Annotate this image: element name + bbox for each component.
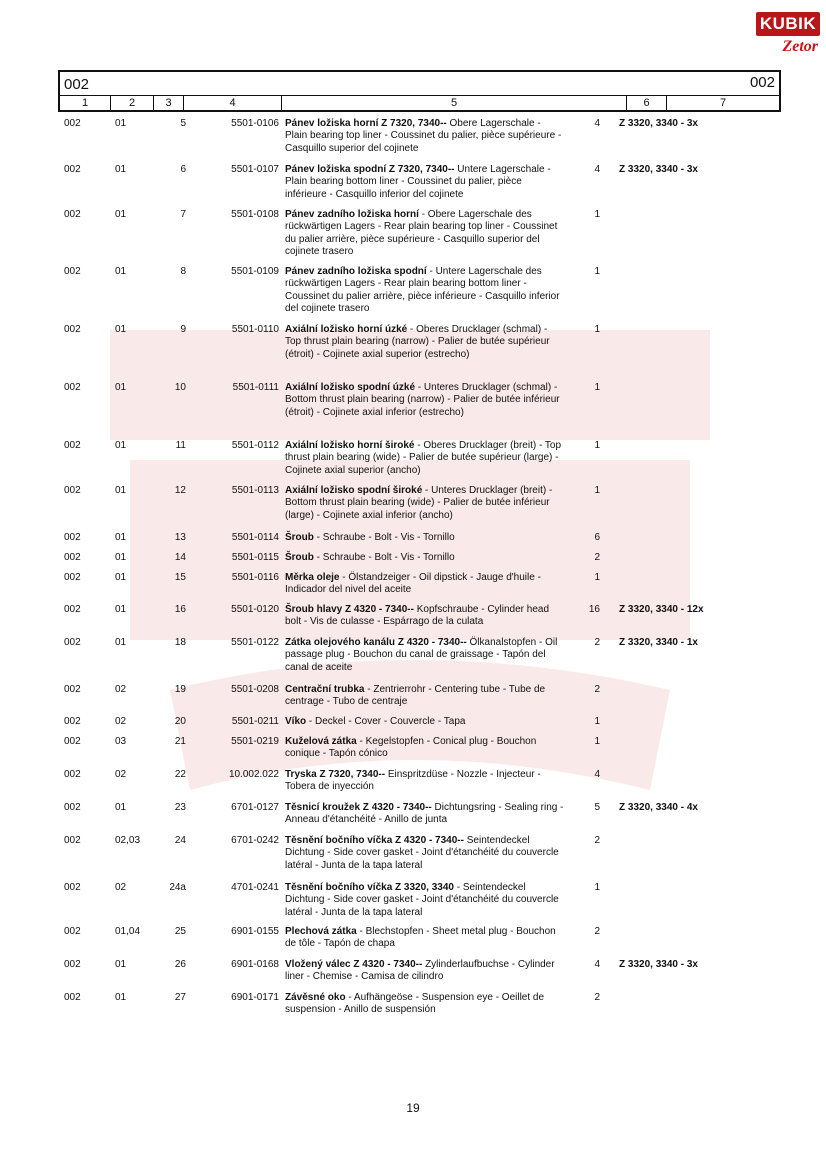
part-translations: - Deckel - Cover - Couvercle - Tapa: [306, 716, 466, 727]
table-row: [0, 552, 712, 564]
model-note: [602, 684, 712, 709]
part-number: 6901-0155: [231, 926, 279, 937]
column-header-2: 2: [111, 96, 154, 110]
part-name: Tryska Z 7320, 7340--: [285, 769, 386, 780]
part-translations: - Oberes Drucklager (breit) - Top thrust plain bearing (wide) - Palier de butée supérieur (large) - Cojinete axial superior (ancho): [285, 440, 562, 476]
column-header-4: 4: [184, 96, 282, 110]
quantity: 16: [588, 604, 600, 615]
part-name: Šroub hlavy Z 4320 - 7340--: [285, 604, 414, 615]
part-name: Měrka oleje: [285, 572, 340, 583]
model-note: [602, 716, 712, 728]
model-note: Z 3320, 3340 - 3x: [619, 164, 698, 175]
model-note: [602, 382, 712, 419]
quantity: 2: [594, 992, 600, 1003]
part-description: [279, 324, 564, 361]
part-translations: Ölkanalstopfen - Oil passage plug - Bouchon du canal de graissage - Tapón del canal de aceite: [285, 637, 558, 673]
subgroup-code: 01: [115, 382, 127, 393]
subgroup-code: 02: [115, 882, 127, 893]
part-description: [279, 802, 564, 827]
group-code: 002: [64, 382, 81, 393]
subgroup-code: 02,03: [115, 835, 141, 846]
part-name: Víko: [285, 716, 307, 727]
part-translations: - Obere Lagerschale des rückwärtigen Lagers - Rear plain bearing top liner - Coussinet du palier arrière, pièce supérieure - Casquillo superior del cojinete trasero: [285, 209, 558, 257]
group-code: 002: [64, 716, 81, 727]
part-description: [279, 716, 564, 728]
subgroup-code: 01: [115, 440, 127, 451]
quantity: 4: [594, 769, 600, 780]
model-note: Z 3320, 3340 - 3x: [619, 118, 698, 129]
position-number: 12: [174, 485, 186, 496]
subgroup-code: 02: [115, 769, 127, 780]
part-name: Axiální ložisko horní široké: [285, 440, 415, 451]
part-description: [279, 882, 564, 919]
table-row: [0, 716, 712, 728]
model-note: [602, 992, 712, 1017]
part-translations: - Zentrierrohr - Centering tube - Tube de centrage - Tubo de centraje: [285, 684, 546, 708]
part-name: Závěsné oko: [285, 992, 346, 1003]
section-code-left: 002: [64, 76, 90, 93]
position-number: 24: [174, 835, 186, 846]
group-code: 002: [64, 266, 81, 277]
subgroup-code: 01: [115, 164, 127, 175]
page-number: 19: [406, 1101, 420, 1115]
quantity: 2: [594, 552, 600, 563]
subgroup-code: 01: [115, 532, 127, 543]
part-description: [279, 572, 564, 597]
table-row: [0, 959, 712, 984]
part-number: 6701-0127: [231, 802, 279, 813]
subgroup-code: 01: [115, 802, 127, 813]
model-note: [602, 736, 712, 761]
section-header: [60, 72, 779, 96]
group-code: 002: [64, 882, 81, 893]
part-name: Těsnění bočního víčka Z 3320, 3340: [285, 882, 454, 893]
quantity: 1: [594, 572, 600, 583]
table-row: [0, 769, 712, 794]
subgroup-code: 02: [115, 684, 127, 695]
subgroup-code: 01: [115, 118, 127, 129]
model-note: [602, 324, 712, 361]
model-note: [602, 835, 712, 872]
group-code: 002: [64, 485, 81, 496]
position-number: 18: [174, 637, 186, 648]
part-number: 6901-0171: [231, 992, 279, 1003]
position-number: 16: [174, 604, 186, 615]
group-code: 002: [64, 736, 81, 747]
position-number: 7: [180, 209, 186, 220]
position-number: 15: [174, 572, 186, 583]
column-header-5: 5: [282, 96, 627, 110]
column-header-3: 3: [154, 96, 184, 110]
model-note: Z 3320, 3340 - 3x: [619, 959, 698, 970]
group-code: 002: [64, 637, 81, 648]
table-row: [0, 209, 712, 258]
part-translations: - Aufhängeöse - Suspension eye - Oeillet de suspension - Anillo de suspensión: [285, 992, 545, 1016]
logo-sub: Zetor: [782, 38, 818, 55]
position-number: 14: [174, 552, 186, 563]
part-translations: - Unteres Drucklager (schmal) - Bottom thrust plain bearing (narrow) - Palier de butée inférieur (étroit) - Cojinete axial inferior (estrecho): [285, 382, 560, 418]
quantity: 1: [594, 382, 600, 393]
part-name: Pánev zadního ložiska spodní: [285, 266, 427, 277]
part-number: 5501-0120: [231, 604, 279, 615]
table-row: [0, 266, 712, 315]
position-number: 6: [180, 164, 186, 175]
part-number: 5501-0106: [231, 118, 279, 129]
part-description: [279, 532, 564, 544]
subgroup-code: 02: [115, 716, 127, 727]
group-code: 002: [64, 324, 81, 335]
table-row: [0, 572, 712, 597]
kubik-zetor-logo: [756, 12, 820, 64]
position-number: 9: [180, 324, 186, 335]
position-number: 8: [180, 266, 186, 277]
quantity: 6: [594, 532, 600, 543]
part-name: Pánev ložiska spodní Z 7320, 7340--: [285, 164, 455, 175]
position-number: 22: [174, 769, 186, 780]
subgroup-code: 03: [115, 736, 127, 747]
part-description: [279, 485, 564, 522]
parts-table-frame: [58, 70, 781, 112]
group-code: 002: [64, 684, 81, 695]
group-code: 002: [64, 926, 81, 937]
position-number: 23: [174, 802, 186, 813]
part-translations: Obere Lagerschale - Plain bearing top liner - Coussinet du palier, pièce supérieure - Casquillo superior del cojinete: [285, 118, 562, 154]
position-number: 11: [175, 440, 186, 451]
subgroup-code: 01: [115, 266, 127, 277]
part-description: [279, 440, 564, 477]
part-translations: - Schraube - Bolt - Vis - Tornillo: [313, 532, 455, 543]
subgroup-code: 01: [115, 637, 127, 648]
group-code: 002: [64, 164, 81, 175]
quantity: 5: [594, 802, 600, 813]
group-code: 002: [64, 604, 81, 615]
part-number: 5501-0211: [231, 716, 279, 727]
model-note: [602, 266, 712, 315]
model-note: [602, 769, 712, 794]
part-translations: - Oberes Drucklager (schmal) - Top thrust plain bearing (narrow) - Palier de butée supérieur (étroit) - Cojinete axial superior (estrecho): [285, 324, 550, 360]
table-row: [0, 835, 712, 872]
table-row: [0, 440, 712, 477]
part-name: Těsnění bočního víčka Z 4320 - 7340--: [285, 835, 464, 846]
part-number: 5501-0208: [231, 684, 279, 695]
part-description: [279, 552, 564, 564]
part-name: Axiální ložisko horní úzké: [285, 324, 408, 335]
model-note: [602, 532, 712, 544]
position-number: 25: [174, 926, 186, 937]
part-description: [279, 835, 564, 872]
table-row: [0, 992, 712, 1017]
table-row: [0, 382, 712, 419]
part-translations: - Blechstopfen - Sheet metal plug - Bouchon de tôle - Tapón de chapa: [285, 926, 556, 950]
quantity: 1: [594, 209, 600, 220]
part-number: 5501-0107: [231, 164, 279, 175]
group-code: 002: [64, 959, 81, 970]
part-description: [279, 736, 564, 761]
quantity: 2: [594, 835, 600, 846]
part-translations: Einspritzdüse - Nozzle - Injecteur - Tobera de inyección: [285, 769, 541, 793]
table-row: [0, 164, 712, 201]
part-number: 4701-0241: [231, 882, 279, 893]
subgroup-code: 01: [115, 209, 127, 220]
part-description: [279, 637, 564, 674]
part-number: 6901-0168: [231, 959, 279, 970]
table-row: [0, 926, 712, 951]
part-name: Plechová zátka: [285, 926, 357, 937]
position-number: 13: [174, 532, 186, 543]
part-name: Pánev zadního ložiska horní: [285, 209, 419, 220]
position-number: 24a: [169, 882, 186, 893]
quantity: 4: [594, 118, 600, 129]
part-translations: - Schraube - Bolt - Vis - Tornillo: [313, 552, 455, 563]
part-description: [279, 118, 564, 155]
group-code: 002: [64, 552, 81, 563]
model-note: [602, 209, 712, 258]
part-translations: Untere Lagerschale - Plain bearing bottom liner - Coussinet du palier, pièce inférieure - Casquillo inferior del cojinete: [285, 164, 551, 200]
part-name: Vložený válec Z 4320 - 7340--: [285, 959, 423, 970]
subgroup-code: 01,04: [115, 926, 141, 937]
group-code: 002: [64, 118, 81, 129]
quantity: 1: [594, 736, 600, 747]
quantity: 2: [594, 926, 600, 937]
model-note: [602, 440, 712, 477]
model-note: [602, 572, 712, 597]
position-number: 10: [174, 382, 186, 393]
part-number: 5501-0111: [232, 382, 279, 393]
group-code: 002: [64, 769, 81, 780]
subgroup-code: 01: [115, 324, 127, 335]
table-row: [0, 532, 712, 544]
subgroup-code: 01: [115, 485, 127, 496]
position-number: 20: [174, 716, 186, 727]
part-number: 10.002.022: [228, 769, 279, 780]
part-name: Šroub: [285, 552, 314, 563]
table-row: [0, 324, 712, 361]
subgroup-code: 01: [115, 992, 127, 1003]
part-name: Centrační trubka: [285, 684, 365, 695]
part-translations: - Seintendeckel Dichtung - Side cover gasket - Joint d'étanchéité du couvercle latéral - Junta de la tapa lateral: [285, 882, 559, 918]
part-description: [279, 604, 564, 629]
part-number: 5501-0115: [231, 552, 279, 563]
group-code: 002: [64, 532, 81, 543]
part-translations: Kopfschraube - Cylinder head bolt - Vis de culasse - Espárrago de la culata: [285, 604, 550, 628]
position-number: 26: [174, 959, 186, 970]
quantity: 1: [594, 266, 600, 277]
quantity: 2: [594, 684, 600, 695]
part-translations: - Ölstandzeiger - Oil dipstick - Jauge d'huile - Indicador del nivel del aceite: [285, 572, 541, 596]
quantity: 1: [594, 882, 600, 893]
model-note: Z 3320, 3340 - 4x: [619, 802, 698, 813]
part-name: Axiální ložisko spodní úzké: [285, 382, 416, 393]
subgroup-code: 01: [115, 552, 127, 563]
quantity: 1: [594, 716, 600, 727]
part-description: [279, 266, 564, 315]
column-header-6: 6: [627, 96, 667, 110]
part-name: Kuželová zátka: [285, 736, 357, 747]
part-number: 5501-0112: [231, 440, 279, 451]
part-number: 5501-0116: [231, 572, 279, 583]
group-code: 002: [64, 992, 81, 1003]
part-translations: Dichtungsring - Sealing ring - Anneau d'étanchéité - Anillo de junta: [285, 802, 564, 826]
table-row: [0, 736, 712, 761]
model-note: Z 3320, 3340 - 1x: [619, 637, 698, 648]
part-number: 5501-0109: [231, 266, 279, 277]
table-row: [0, 637, 712, 674]
group-code: 002: [64, 440, 81, 451]
subgroup-code: 01: [115, 959, 127, 970]
part-number: 5501-0122: [231, 637, 279, 648]
part-translations: - Unteres Drucklager (breit) - Bottom thrust plain bearing (wide) - Palier de butée inférieur (large) - Cojinete axial inferior (ancho): [285, 485, 553, 521]
part-translations: - Kegelstopfen - Conical plug - Bouchon conique - Tapón cónico: [285, 736, 537, 760]
part-description: [279, 209, 564, 258]
subgroup-code: 01: [115, 604, 127, 615]
part-number: 5501-0110: [231, 324, 279, 335]
position-number: 5: [180, 118, 186, 129]
part-name: Axiální ložisko spodní široké: [285, 485, 423, 496]
part-description: [279, 684, 564, 709]
column-header-7: 7: [719, 97, 727, 109]
part-name: Těsnicí kroužek Z 4320 - 7340--: [285, 802, 432, 813]
position-number: 21: [174, 736, 186, 747]
table-row: [0, 118, 712, 155]
model-note: [602, 485, 712, 522]
quantity: 1: [594, 324, 600, 335]
group-code: 002: [64, 802, 81, 813]
part-description: [279, 992, 564, 1017]
part-description: [279, 959, 564, 984]
group-code: 002: [64, 209, 81, 220]
part-description: [279, 926, 564, 951]
quantity: 1: [594, 485, 600, 496]
part-number: 5501-0114: [231, 532, 279, 543]
quantity: 4: [594, 164, 600, 175]
quantity: 1: [594, 440, 600, 451]
part-number: 5501-0113: [231, 485, 279, 496]
quantity: 4: [594, 959, 600, 970]
table-row: [0, 485, 712, 522]
part-name: Šroub: [285, 532, 314, 543]
model-note: [602, 552, 712, 564]
part-description: [279, 164, 564, 201]
part-translations: - Untere Lagerschale des rückwärtigen Lagers - Rear plain bearing bottom liner - Coussinet du palier arrière, pièce inférieure - Casquillo inferior del cojinete trasero: [285, 266, 560, 314]
position-number: 19: [174, 684, 186, 695]
part-description: [279, 382, 564, 419]
part-name: Zátka olejového kanálu Z 4320 - 7340--: [285, 637, 467, 648]
column-header-1: 1: [60, 96, 111, 110]
table-row: [0, 882, 712, 919]
logo-brand: KUBIK: [756, 12, 820, 36]
table-row: [0, 684, 712, 709]
model-note: [602, 882, 712, 919]
group-code: 002: [64, 835, 81, 846]
part-number: 5501-0108: [231, 209, 279, 220]
model-note: [602, 926, 712, 951]
part-name: Pánev ložiska horní Z 7320, 7340--: [285, 118, 447, 129]
table-row: [0, 802, 712, 827]
column-header-row: [60, 96, 779, 110]
table-row: [0, 604, 712, 629]
part-number: 6701-0242: [231, 835, 279, 846]
model-note: Z 3320, 3340 - 12x: [619, 604, 704, 615]
part-description: [279, 769, 564, 794]
part-translations: Zylinderlaufbuchse - Cylinder liner - Chemise - Camisa de cilindro: [285, 959, 555, 983]
quantity: 2: [594, 637, 600, 648]
subgroup-code: 01: [115, 572, 127, 583]
group-code: 002: [64, 572, 81, 583]
part-number: 5501-0219: [231, 736, 279, 747]
section-code-right: 002: [749, 74, 775, 91]
part-translations: Seintendeckel Dichtung - Side cover gasket - Joint d'étanchéité du couvercle latéral - Junta de la tapa lateral: [285, 835, 559, 871]
position-number: 27: [174, 992, 186, 1003]
